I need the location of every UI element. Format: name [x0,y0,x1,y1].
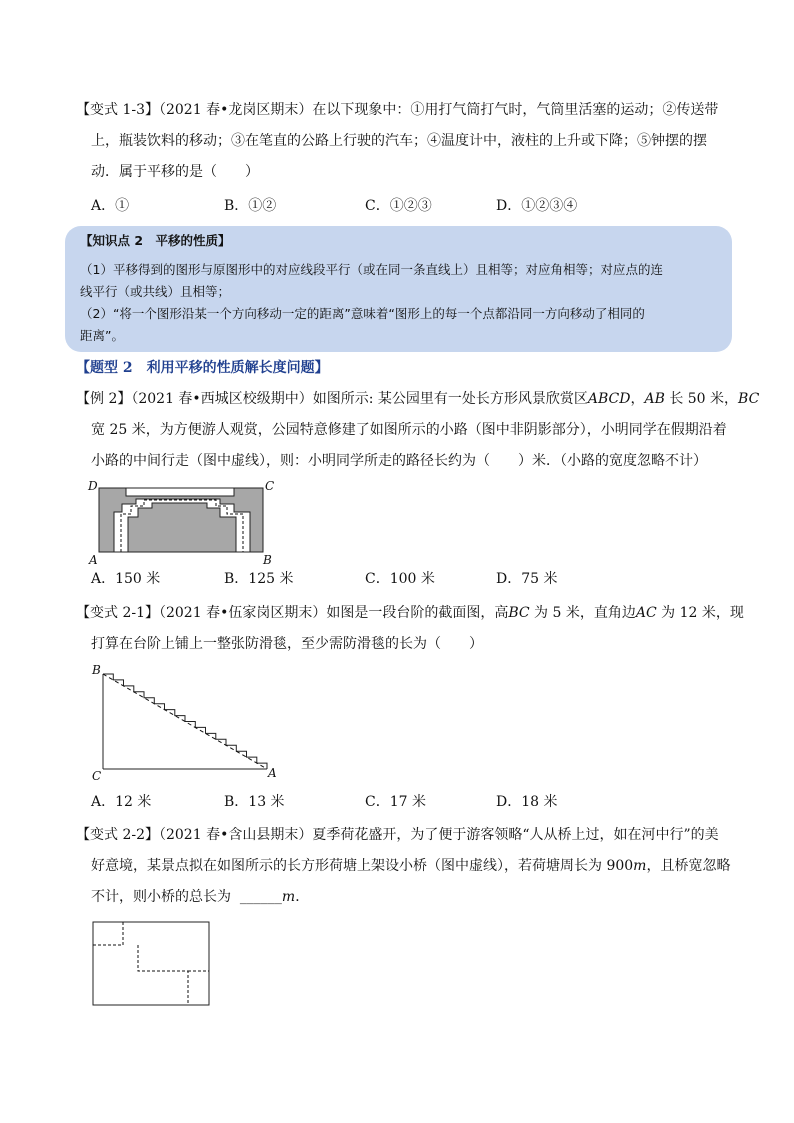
ex2-option-d: D．75 米 [496,571,558,587]
q21-option-b: B．13 米 [224,794,285,810]
q13-option-b: B．①② [224,198,277,214]
knowledge-line4: 距离”。 [80,328,124,343]
ex2-option-b: B．125 米 [224,571,294,587]
q13-option-d: D．①②③④ [496,198,578,214]
ex2-option-a: A．150 米 [91,571,161,587]
q13-option-a: A．① [91,198,130,214]
q21-figure [86,660,286,785]
knowledge-line2: 线平行（或共线）且相等； [80,284,231,299]
q21-label-a: A [268,766,277,780]
q21-option-a: A．12 米 [91,794,152,810]
ex2-line2: 宽 25 米，为方便游人观赏，公园特意修建了如图所示的小路（图中非阴影部分），小明同学在假期沿着 [91,422,727,438]
ex2-label-c: C [265,479,275,493]
q21-label-b: B [92,663,101,677]
q21-line1: 【变式 2-1】（2021 春•伍家岗区期末）如图是一段台阶的截面图，高BC 为 5 米，直角边AC 为 12 米，现 [76,605,744,621]
ex2-label-d: D [88,479,98,493]
type2-heading: 【题型 2 利用平移的性质解长度问题】 [76,360,329,376]
q21-diagonal [103,674,267,769]
ex2-line1: 【例 2】（2021 春•西城区校级期中）如图所示: 某公园里有一处长方形风景欣赏区ABCD，AB 长 50 米，BC [76,391,760,407]
ex2-label-b: B [263,553,272,566]
ex2-label-a: A [89,553,98,566]
q13-line3: 动．属于平移的是（ ） [91,164,259,180]
q21-line2: 打算在台阶上铺上一整张防滑毯，至少需防滑毯的长为（ ） [91,636,483,652]
ex2-line3: 小路的中间行走（图中虚线），则：小明同学所走的路径长约为（ ）米．（小路的宽度忽略不计） [91,453,707,469]
knowledge-title: 【知识点 2 平移的性质】 [80,233,231,248]
q21-label-c: C [92,769,102,783]
q13-option-c: C．①②③ [365,198,432,214]
q22-line1: 【变式 2-2】（2021 春•含山县期末）夏季荷花盛开，为了便于游客领略“人从桥上过，如在河中行”的美 [76,827,719,843]
ex2-figure [86,476,286,566]
q22-pond [93,922,209,1005]
q13-line1: 【变式 1-3】（2021 春•龙岗区期末）在以下现象中：①用打气筒打气时，气筒里活塞的运动；②传送带 [76,102,719,118]
q21-option-d: D．18 米 [496,794,558,810]
knowledge-line1: （1）平移得到的图形与原图形中的对应线段平行（或在同一条直线上）且相等；对应角相等；对应点的连 [80,262,663,277]
q22-answer-blank[interactable]: ______ [239,889,282,905]
q21-option-c: C．17 米 [365,794,426,810]
q22-figure [90,918,214,1010]
ex2-option-c: C．100 米 [365,571,435,587]
ex2-shaded-center [128,503,236,552]
q22-line2: 好意境，某景点拟在如图所示的长方形荷塘上架设小桥（图中虚线），若荷塘周长为 900m，且桥宽忽略 [91,858,731,874]
q22-line3: 不计，则小桥的总长为 ______m． [91,889,310,905]
knowledge-line3: （2）“将一个图形沿某一个方向移动一定的距离”意味着“图形上的每一个点都沿同一方向移动了相同的 [80,306,645,321]
q13-line2: 上，瓶装饮料的移动；③在笔直的公路上行驶的汽车；④温度计中，液柱的上升或下降；⑤钟摆的摆 [91,133,707,149]
